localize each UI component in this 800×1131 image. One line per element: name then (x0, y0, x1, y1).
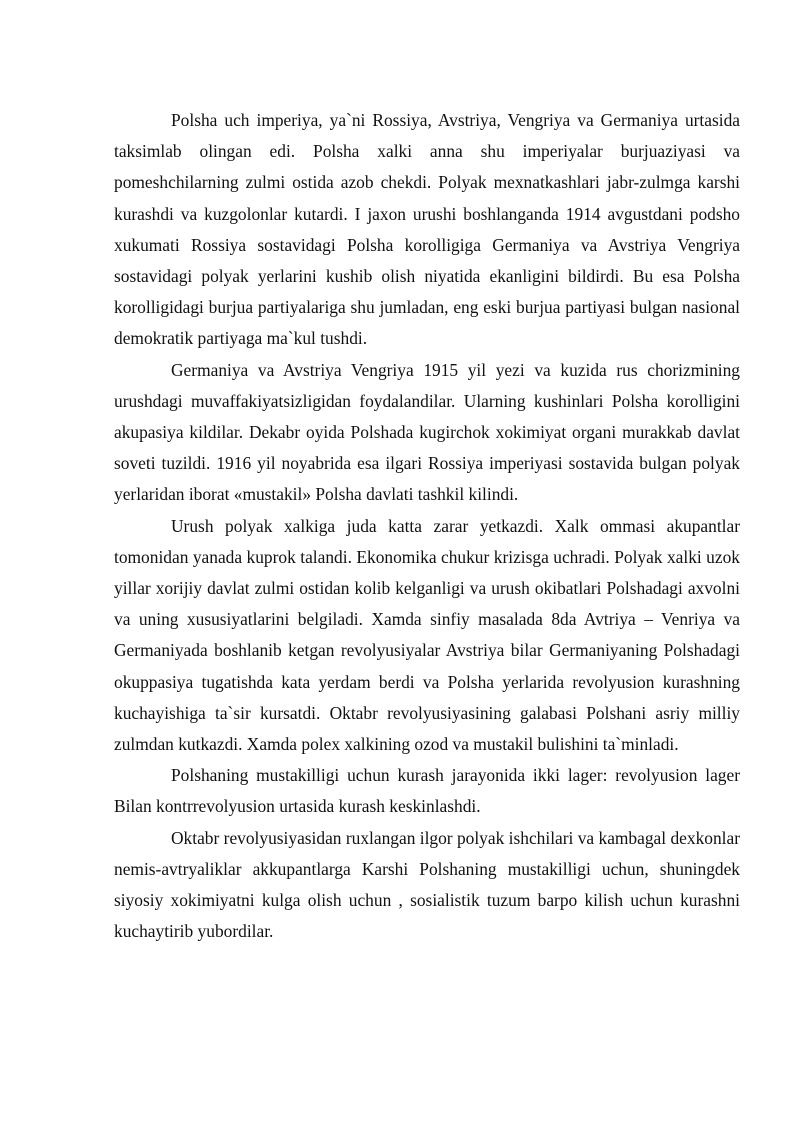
paragraph: Urush polyak xalkiga juda katta zarar yetkazdi. Xalk ommasi akupantlar tomonidan yanada kuprok talandi. Ekonomika chukur krizisga uchradi. Polyak xalki uzok yillar xorijiy davlat zulmi ostidan kolib kelganligi va urush okibatlari Polshadagi axvolni va uning xususiyatlarini belgiladi. Xamda sinfiy masalada 8da Avtriya – Venriya va Germaniyada boshlanib ketgan revolyusiyalar Avstriya bilar Germaniyaning Polshadagi okuppasiya tugatishda kata yerdam berdi va Polsha yerlarida revolyusion kurashning kuchayishiga ta`sir kursatdi. Oktabr revolyusiyasining galabasi Polshani asriy milliy zulmdan kutkazdi. Xamda polex xalkining ozod va mustakil bulishini ta`minladi. (114, 515, 740, 755)
paragraph: Oktabr revolyusiyasidan ruxlangan ilgor polyak ishchilari va kambagal dexkonlar nemis-avtryaliklar akkupantlarga Karshi Polshaning mustakilligi uchun, shuningdek siyosiy xokimiyatni kulga olish uchun , sosialistik tuzum barpo kilish uchun kurashni kuchaytirib yubordilar. (114, 827, 740, 942)
paragraph: Germaniya va Avstriya Vengriya 1915 yil yezi va kuzida rus chorizmining urushdagi muvaffakiyatsizligidan foydalandilar. Ularning kushinlari Polsha korolligini akupasiya kildilar. Dekabr oyida Polshada kugirchok xokimiyat organi murakkab davlat soveti tuzildi. 1916 yil noyabrida esa ilgari Rossiya imperiyasi sostavida bulgan polyak yerlaridan iborat «mustakil» Polsha davlati tashkil kilindi. (114, 359, 740, 505)
paragraph: Polsha uch imperiya, ya`ni Rossiya, Avstriya, Vengriya va Germaniya urtasida taksimlab olingan edi. Polsha xalki anna shu imperiyalar burjuaziyasi va pomeshchilarning zulmi ostida azob chekdi. Polyak mexnatkashlari jabr-zulmga karshi kurashdi va kuzgolonlar kutardi. I jaxon urushi boshlanganda 1914 avgustdani podsho xukumati Rossiya sostavidagi Polsha korolligiga Germaniya va Avstriya Vengriya sostavidagi polyak yerlarini kushib olish niyatida ekanligini bildirdi. Bu esa Polsha korolligidagi burjua partiyalariga shu jumladan, eng eski burjua partiyasi bulgan nasional demokratik partiyaga ma`kul tushdi. (114, 110, 740, 349)
paragraph: Polshaning mustakilligi uchun kurash jarayonida ikki lager: revolyusion lager Bilan kontrrevolyusion urtasida kurash keskinlashdi. (114, 765, 740, 817)
document-body (114, 105, 740, 947)
